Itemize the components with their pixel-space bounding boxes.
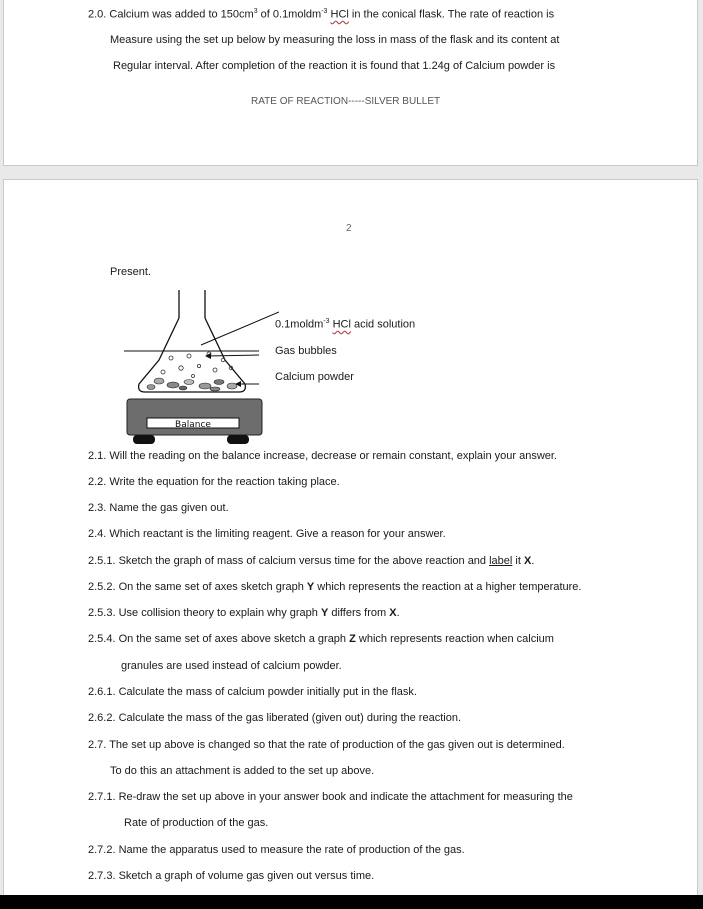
calcium-powder bbox=[147, 378, 237, 391]
question-2-6-2: 2.6.2. Calculate the mass of the gas liberated (given out) during the reaction. bbox=[88, 712, 461, 724]
leader-acid bbox=[201, 312, 279, 345]
text-segment: 2.5.2. On the same set of axes sketch graph bbox=[88, 581, 307, 593]
question-2-7: 2.7. The set up above is changed so that the rate of production of the gas given out is determined. bbox=[88, 739, 565, 751]
bold-z: Z bbox=[349, 633, 356, 645]
balance-foot-right bbox=[227, 435, 249, 444]
text-segment: differs from bbox=[328, 607, 390, 619]
page-header: RATE OF REACTION-----SILVER BULLET bbox=[251, 96, 441, 107]
question-2-4: 2.4. Which reactant is the limiting reagent. Give a reason for your answer. bbox=[88, 528, 446, 540]
text-segment: . bbox=[531, 555, 535, 567]
question-2-1: 2.1. Will the reading on the balance increase, decrease or remain constant, explain your answer. bbox=[88, 450, 557, 462]
question-2-5-4-cont: granules are used instead of calcium powder. bbox=[121, 660, 342, 672]
question-2-5-1 bbox=[88, 555, 534, 567]
text-segment: of 0.1moldm bbox=[257, 8, 322, 21]
question-2-7-2: 2.7.2. Name the apparatus used to measure the rate of production of the gas. bbox=[88, 844, 465, 856]
superscript: -3 bbox=[321, 8, 328, 15]
question-2-7-3: 2.7.3. Sketch a graph of volume gas given out versus time. bbox=[88, 870, 375, 882]
text-segment: 2.5.1. Sketch the graph of mass of calcium versus time for the above reaction and bbox=[88, 555, 490, 567]
text-segment: which represents the reaction at a higher temperature. bbox=[314, 581, 582, 593]
text-segment: . bbox=[396, 607, 400, 619]
question-2-0-line-1 bbox=[88, 8, 554, 21]
page-2 bbox=[3, 179, 698, 897]
question-2-7-1-cont: Rate of production of the gas. bbox=[124, 817, 269, 829]
question-2-0-line-3: Regular interval. After completion of the reaction it is found that 1.24g of Calcium powder is bbox=[113, 60, 556, 72]
balance-label: Balance bbox=[175, 420, 211, 430]
underlined-word: label bbox=[489, 555, 513, 567]
label-acid-solution bbox=[275, 318, 415, 331]
present-text: Present. bbox=[110, 266, 151, 278]
question-2-5-4 bbox=[88, 633, 554, 645]
question-2-7-1: 2.7.1. Re-draw the set up above in your answer book and indicate the attachment for measuring the bbox=[88, 791, 573, 803]
question-2-6-1: 2.6.1. Calculate the mass of calcium powder initially put in the flask. bbox=[88, 686, 417, 698]
hcl-word: HCl bbox=[332, 318, 351, 331]
text-segment: it bbox=[512, 555, 524, 567]
leader-bubbles bbox=[207, 355, 259, 356]
question-2-3: 2.3. Name the gas given out. bbox=[88, 502, 229, 514]
text-segment: 2.5.4. On the same set of axes above sketch a graph bbox=[88, 633, 350, 645]
label-gas-bubbles: Gas bubbles bbox=[275, 345, 337, 357]
text-segment: 2.0. Calcium was added to 150cm bbox=[88, 8, 254, 21]
hcl-word: HCl bbox=[330, 8, 349, 21]
text-segment: in the conical flask. The rate of reaction is bbox=[348, 8, 555, 21]
balance-foot-left bbox=[133, 435, 155, 444]
text-segment: 2.5.3. Use collision theory to explain why graph bbox=[88, 607, 321, 619]
superscript: -3 bbox=[323, 318, 330, 325]
question-2-5-3 bbox=[88, 607, 400, 619]
bottom-bar bbox=[0, 895, 703, 909]
page-1 bbox=[3, 0, 698, 166]
superscript: 3 bbox=[253, 8, 258, 15]
text-segment: acid solution bbox=[350, 318, 416, 331]
bold-y: Y bbox=[320, 607, 329, 619]
text-segment: which represents reaction when calcium bbox=[355, 633, 554, 645]
question-2-5-2 bbox=[88, 581, 581, 593]
question-2-7-cont: To do this an attachment is added to the set up above. bbox=[110, 765, 375, 777]
page-number: 2 bbox=[346, 223, 352, 234]
bold-y: Y bbox=[306, 581, 315, 593]
label-calcium-powder: Calcium powder bbox=[275, 371, 354, 383]
reaction-setup-diagram bbox=[119, 288, 279, 448]
text-segment: 0.1moldm bbox=[275, 318, 324, 331]
question-2-2: 2.2. Write the equation for the reaction taking place. bbox=[88, 476, 340, 488]
bold-x: X bbox=[523, 555, 532, 567]
bold-x: X bbox=[389, 607, 397, 619]
question-2-0-line-2: Measure using the set up below by measuring the loss in mass of the flask and its content at bbox=[110, 34, 560, 46]
